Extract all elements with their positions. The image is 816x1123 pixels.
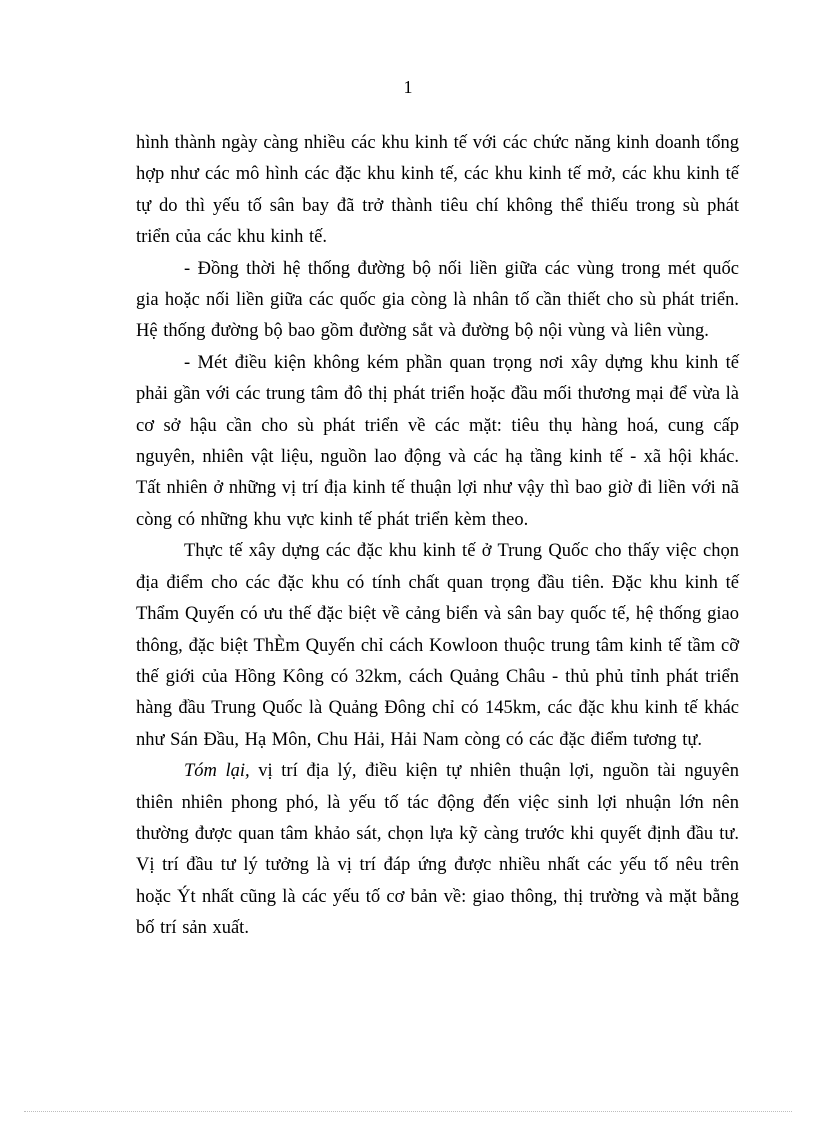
conclusion-lead: Tóm lại, bbox=[184, 761, 250, 782]
page-footer-rule bbox=[24, 1111, 792, 1112]
paragraph-conclusion bbox=[136, 756, 739, 944]
paragraph-china-example: Thực tế xây dựng các đặc khu kinh tế ở Trung Quốc cho thấy việc chọn địa điểm cho các đặc khu có tính chất quan trọng đầu tiên. Đặc khu kinh tế Thẩm Quyến có ưu thế đặc biệt về cảng biển và sân bay quốc tế, hệ thống giao thông, đặc biệt ThÈm Quyến chỉ cách Kowloon thuộc trung tâm kinh tế tầm cỡ thế giới của Hồng Kông có 32km, cách Quảng Châu - thủ phủ tỉnh phát triển hàng đầu Trung Quốc là Quảng Đông chỉ có 145km, các đặc khu kinh tế khác như Sán Đầu, Hạ Môn, Chu Hải, Hải Nam còng có các đặc điểm tương tự. bbox=[136, 541, 739, 750]
paragraph-road-system: - Đồng thời hệ thống đường bộ nối liền giữa các vùng trong mét quốc gia hoặc nối liền giữa các quốc gia còng là nhân tố cần thiết cho sù phát triển. Hệ thống đường bộ bao gồm đường sắt và đường bộ nội vùng và liên vùng. bbox=[136, 258, 739, 342]
body-text bbox=[136, 128, 739, 945]
page-number: 1 bbox=[403, 77, 413, 97]
paragraph-continuation: hình thành ngày càng nhiều các khu kinh tế với các chức năng kinh doanh tổng hợp như các mô hình các đặc khu kinh tế, các khu kinh tế mở, các khu kinh tế tự do thì yếu tố sân bay đã trở thành tiêu chí không thể thiếu trong sù phát triển của các khu kinh tế. bbox=[136, 133, 739, 248]
conclusion-text: vị trí địa lý, điều kiện tự nhiên thuận lợi, nguồn tài nguyên thiên nhiên phong phó, là yếu tố tác động đến việc sinh lợi nhuận lớn nên thường được quan tâm khảo sát, chọn lựa kỹ càng trước khi quyết định đầu tư. Vị trí đầu tư lý tưởng là vị trí đáp ứng được nhiều nhất các yếu tố nêu trên hoặc Ýt nhất cũng là các yếu tố cơ bản về: giao thông, thị trường và mặt bằng bố trí sản xuất. bbox=[136, 761, 739, 939]
paragraph-urban-proximity: - Mét điều kiện không kém phần quan trọng nơi xây dựng khu kinh tế phải gần với các trung tâm đô thị phát triển hoặc đầu mối thương mại để vừa là cơ sở hậu cần cho sù phát triển về các mặt: tiêu thụ hàng hoá, cung cấp nguyên, nhiên vật liệu, nguồn lao động và các hạ tầng kinh tế - xã hội khác. Tất nhiên ở những vị trí địa kinh tế thuận lợi như vậy thì bao giờ đi liền với nã còng có những khu vực kinh tế phát triển kèm theo. bbox=[136, 352, 739, 530]
